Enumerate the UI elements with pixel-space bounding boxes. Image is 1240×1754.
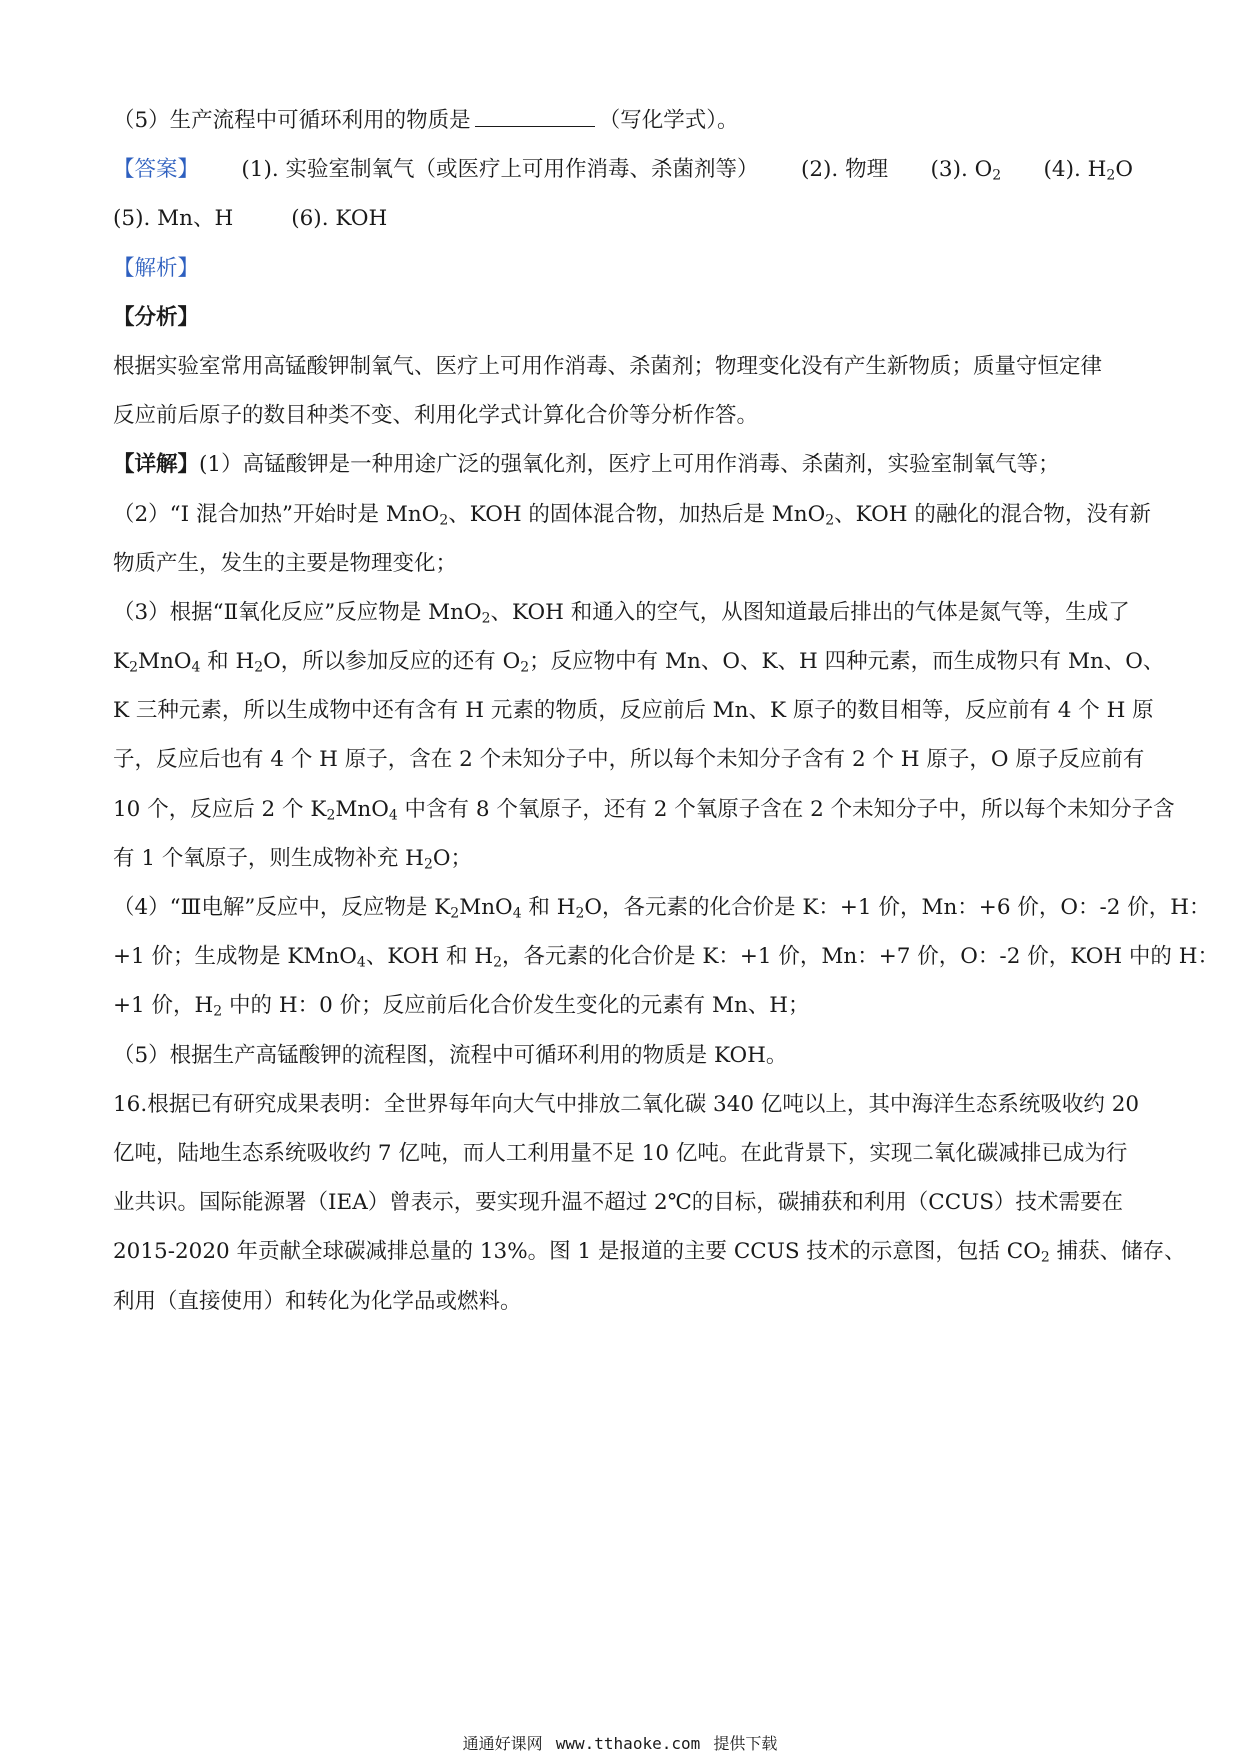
detail-line-text: （5）根据生产高锰酸钾的流程图，流程中可循环利用的物质是 KOH。	[113, 1042, 788, 1068]
answer-item-3: (3). $O_2$	[930, 157, 1002, 184]
detail-line	[113, 440, 1133, 489]
fenxi-heading	[113, 293, 1133, 342]
question-16-line: 16.根据已有研究成果表明：全世界每年向大气中排放二氧化碳 340 亿吨以上，其中海洋生态系统吸收约 20	[113, 1091, 1140, 1117]
answer-item-2: (2). 物理	[800, 157, 889, 183]
detail-line-text: （2）“I 混合加热”开始时是 MnO$_2$、KOH 的固体混合物，加热后是 MnO$_2$、KOH 的融化的混合物，没有新	[113, 501, 1151, 528]
detail-paragraph	[113, 440, 1219, 1079]
detail-line	[113, 588, 1133, 637]
answer-item-1: (1). 实验室制氧气（或医疗上可用作消毒、杀菌剂等）	[241, 157, 759, 183]
footer-note: 提供下载	[713, 1734, 778, 1753]
detail-line-text: 物质产生，发生的主要是物理变化；	[113, 550, 458, 576]
analysis-tag: 【解析】	[113, 255, 200, 281]
document-body	[113, 96, 1219, 1326]
detail-line	[113, 1031, 1133, 1080]
detail-line-text: $K_2MnO_4$ 和 $H_2O$，所以参加反应的还有 $O_2$；反应物中有 Mn、O、K、H 四种元素，而生成物只有 Mn、O、	[113, 649, 1165, 676]
footer-site: 通通好课网	[462, 1734, 543, 1753]
answer-item-4: (4). $H_2O$	[1043, 157, 1133, 184]
detail-line-text: K 三种元素，所以生成物中还有含有 H 元素的物质，反应前后 Mn、K 原子的数目相等，反应前有 4 个 H 原	[113, 698, 1154, 724]
detail-line	[113, 785, 1175, 834]
answer-item-5: (5). Mn、H	[113, 206, 234, 232]
analysis-heading	[113, 244, 1133, 293]
fenxi-line: 根据实验室常用高锰酸钾制氧气、医疗上可用作消毒、杀菌剂；物理变化没有产生新物质；质量守恒定律	[113, 353, 1103, 379]
detail-line	[113, 735, 1145, 784]
page-footer	[0, 1731, 1240, 1754]
detail-line-text: 10 个，反应后 2 个 $K_2MnO_4$ 中含有 8 个氧原子，还有 2 个氧原子含在 2 个未知分子中，所以每个未知分子含	[113, 796, 1175, 824]
question-16-line: 业共识。国际能源署（IEA）曾表示，要实现升温不超过 2℃的目标，碳捕获和利用（CCUS）技术需要在	[113, 1190, 1124, 1216]
fenxi-line: 反应前后原子的数目种类不变、利用化学式计算化合价等分析作答。	[113, 403, 759, 429]
question-5	[113, 96, 1133, 145]
detail-line-text: +1 价，$H_2$ 中的 H：0 价；反应前后化合价发生变化的元素有 Mn、H；	[113, 993, 810, 1020]
detail-line	[113, 981, 1133, 1030]
detail-line-text: （3）根据“Ⅱ氧化反应”反应物是 MnO$_2$、KOH 和通入的空气，从图知道最后排出的气体是氮气等，生成了	[113, 599, 1130, 627]
detail-tag: 【详解】	[113, 452, 200, 478]
detail-line	[113, 637, 1165, 686]
answer-item-6: (6). KOH	[291, 206, 388, 232]
detail-line	[113, 834, 1133, 883]
answer-tag: 【答案】	[113, 157, 200, 183]
question-16-line: 亿吨，陆地生态系统吸收约 7 亿吨，而人工利用量不足 10 亿吨。在此背景下，实现二氧化碳减排已成为行	[113, 1140, 1128, 1166]
question-5-prefix: （5）生产流程中可循环利用的物质是	[113, 108, 471, 133]
detail-line	[113, 932, 1219, 981]
detail-line-text: （4）“Ⅲ电解”反应中，反应物是 $K_2MnO_4$ 和 $H_2O$，各元素的化合价是 K：+1 价，Mn：+6 价，O：-2 价，H：	[113, 895, 1211, 922]
question-16-line: 利用（直接使用）和转化为化学品或燃料。	[113, 1288, 522, 1314]
question-16-paragraph	[113, 1080, 1186, 1326]
question-5-suffix: （写化学式）。	[598, 108, 739, 133]
answer-line-1	[113, 145, 1133, 194]
detail-line	[113, 539, 1133, 588]
detail-line	[113, 686, 1154, 735]
fenxi-paragraph	[113, 342, 1133, 440]
answer-blank	[475, 102, 595, 127]
detail-line-text: 有 1 个氧原子，则生成物补充 $H_2O$；	[113, 845, 472, 873]
answer-line-2	[113, 194, 1133, 243]
question-16-line: 2015-2020 年贡献全球碳减排总量的 13%。图 1 是报道的主要 CCUS 技术的示意图，包括 $CO_2$ 捕获、储存、	[113, 1239, 1186, 1266]
detail-line-text: 子，反应后也有 4 个 H 原子，含在 2 个未知分子中，所以每个未知分子含有 2 个 H 原子，O 原子反应前有	[113, 747, 1145, 773]
detail-line-text: +1 价；生成物是 KMnO$_4$、KOH 和 $H_2$，各元素的化合价是 K：+1 价，Mn：+7 价，O：-2 价，KOH 中的 H：	[113, 944, 1219, 971]
detail-line	[113, 883, 1211, 932]
footer-url: www.tthaoke.com	[555, 1734, 701, 1753]
fenxi-tag: 【分析】	[113, 304, 200, 330]
detail-line	[113, 490, 1151, 539]
detail-line-text: (1）高锰酸钾是一种用途广泛的强氧化剂，医疗上可用作消毒、杀菌剂，实验室制氧气等；	[199, 452, 1060, 478]
